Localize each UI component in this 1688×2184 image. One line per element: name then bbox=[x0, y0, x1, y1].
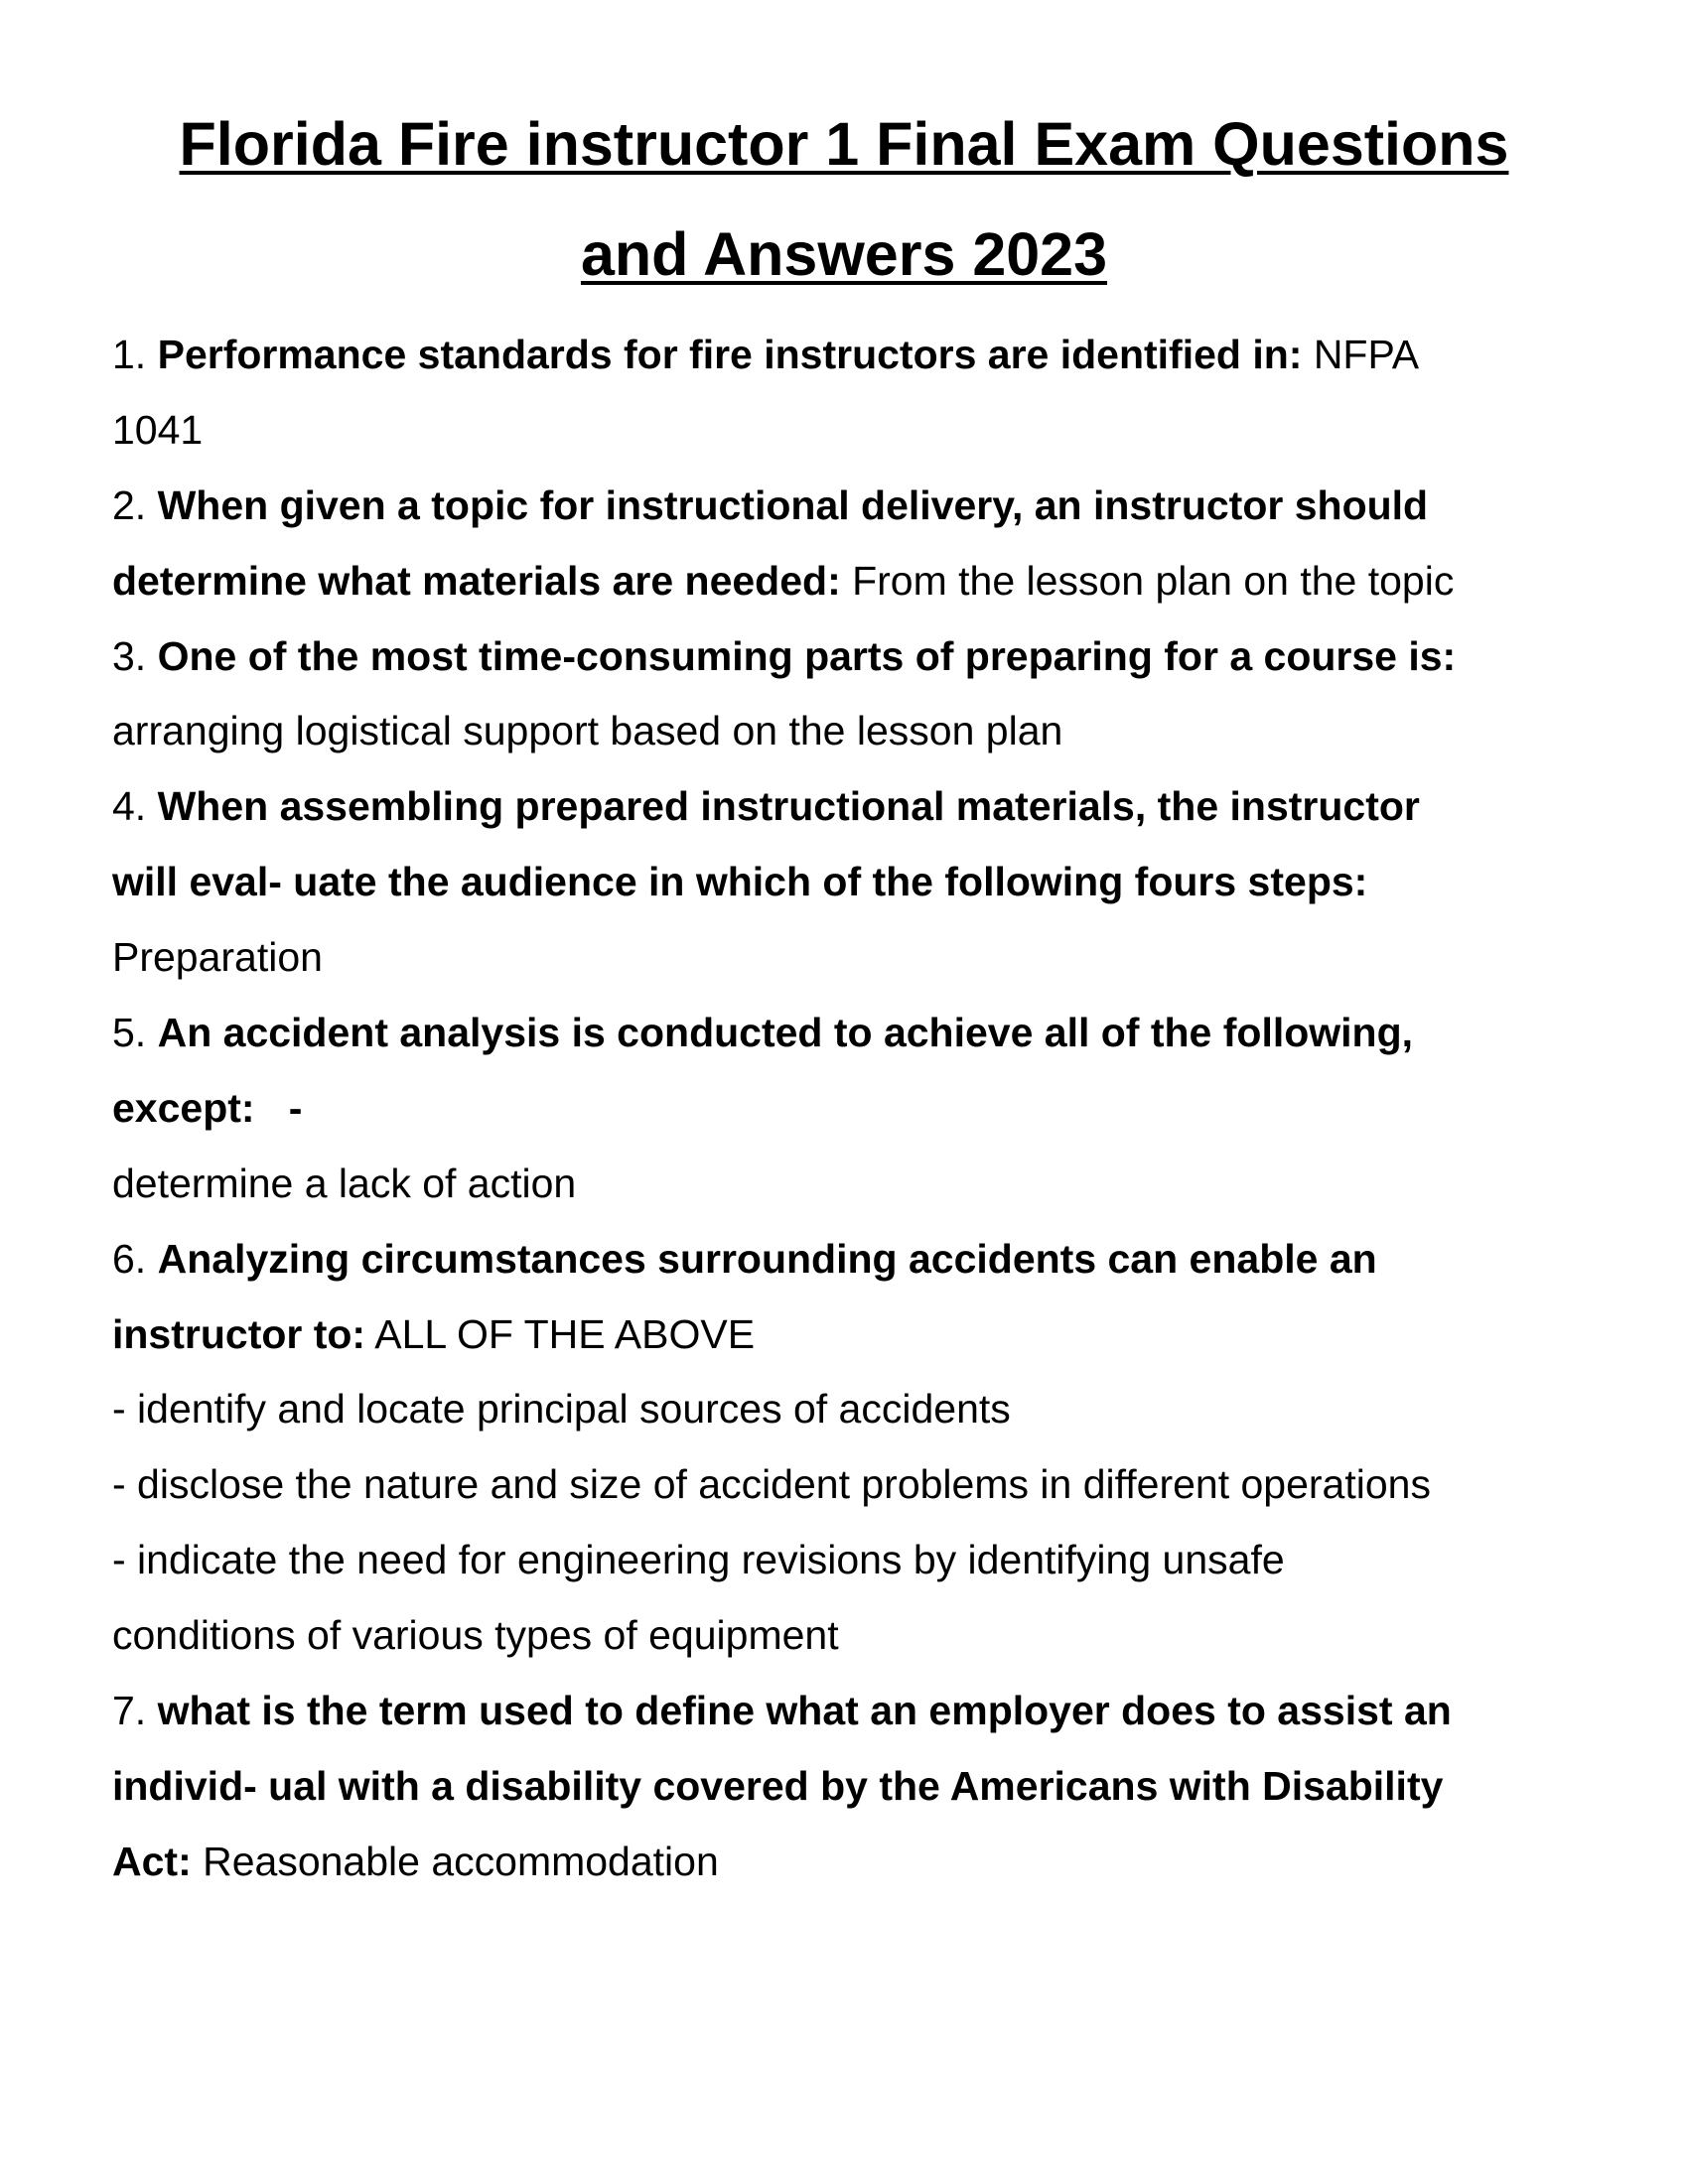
question-item bbox=[112, 469, 1456, 619]
text-line bbox=[112, 769, 1456, 845]
question-text: except: - bbox=[112, 1084, 303, 1131]
answer-text: - indicate the need for engineering revisions by identifying unsafe bbox=[112, 1537, 1285, 1583]
question-text: Analyzing circumstances surrounding accidents can enable an bbox=[157, 1235, 1377, 1282]
text-line bbox=[112, 694, 1456, 769]
question-text: Act: bbox=[112, 1838, 192, 1884]
question-text: When given a topic for instructional delivery, an instructor should bbox=[157, 481, 1429, 528]
answer-text: ALL OF THE ABOVE bbox=[365, 1310, 756, 1357]
question-item bbox=[112, 1222, 1456, 1674]
answer-text: NFPA bbox=[1302, 332, 1420, 377]
question-text: individ- ual with a disability covered by the Americans with Disability bbox=[112, 1762, 1444, 1809]
title-line: and Answers 2023 bbox=[580, 220, 1108, 288]
question-text: One of the most time-consuming parts of preparing for a course is: bbox=[157, 632, 1457, 679]
question-text: instructor to: bbox=[112, 1310, 366, 1357]
answer-text: 3. bbox=[112, 632, 158, 679]
text-line bbox=[112, 920, 1456, 996]
text-line bbox=[112, 1147, 1456, 1222]
answer-text: 1. bbox=[112, 332, 158, 377]
text-line bbox=[112, 1447, 1456, 1523]
question-item bbox=[112, 996, 1456, 1222]
text-line bbox=[112, 996, 1456, 1071]
answer-text: - disclose the nature and size of accident problems in different operations bbox=[112, 1461, 1431, 1508]
answer-text: 4. bbox=[112, 783, 158, 830]
text-line bbox=[112, 1749, 1456, 1825]
question-text: An accident analysis is conducted to achieve all of the following, bbox=[157, 1010, 1414, 1056]
answer-text: Preparation bbox=[112, 934, 323, 981]
answer-text: 1041 bbox=[112, 406, 204, 453]
answer-text: 2. bbox=[112, 481, 158, 528]
question-item bbox=[112, 318, 1456, 469]
question-item bbox=[112, 619, 1456, 770]
text-line bbox=[112, 1674, 1456, 1749]
question-list bbox=[112, 318, 1456, 1900]
question-text: Performance standards for fire instructors are identified in: bbox=[157, 332, 1303, 377]
answer-text: From the lesson plan on the topic bbox=[840, 557, 1455, 604]
document-title bbox=[0, 89, 1688, 310]
text-line bbox=[112, 469, 1456, 544]
title-line: Florida Fire instructor 1 Final Exam Questions bbox=[179, 110, 1509, 178]
question-text: When assembling prepared instructional materials, the instructor bbox=[157, 783, 1420, 830]
text-line bbox=[112, 1825, 1456, 1900]
answer-text: 7. bbox=[112, 1688, 158, 1734]
text-line bbox=[112, 1222, 1456, 1297]
answer-text: 6. bbox=[112, 1235, 158, 1282]
answer-text: - identify and locate principal sources of accidents bbox=[112, 1386, 1011, 1433]
text-line bbox=[112, 393, 1456, 469]
question-text: determine what materials are needed: bbox=[112, 557, 841, 604]
answer-text: Reasonable accommodation bbox=[191, 1838, 719, 1884]
text-line bbox=[112, 1523, 1456, 1598]
question-item bbox=[112, 1674, 1456, 1900]
question-item bbox=[112, 769, 1456, 996]
text-line bbox=[112, 544, 1456, 619]
answer-text: conditions of various types of equipment bbox=[112, 1612, 839, 1659]
question-text: what is the term used to define what an employer does to assist an bbox=[157, 1688, 1452, 1734]
text-line bbox=[112, 619, 1456, 695]
text-line bbox=[112, 845, 1456, 920]
answer-text: determine a lack of action bbox=[112, 1160, 577, 1206]
text-line bbox=[112, 1297, 1456, 1373]
text-line bbox=[112, 318, 1456, 393]
question-text: will eval- uate the audience in which of the following fours steps: bbox=[112, 859, 1368, 905]
text-line bbox=[112, 1071, 1456, 1147]
text-line bbox=[112, 1598, 1456, 1674]
text-line bbox=[112, 1372, 1456, 1447]
answer-text: arranging logistical support based on the lesson plan bbox=[112, 708, 1063, 754]
answer-text: 5. bbox=[112, 1010, 158, 1056]
